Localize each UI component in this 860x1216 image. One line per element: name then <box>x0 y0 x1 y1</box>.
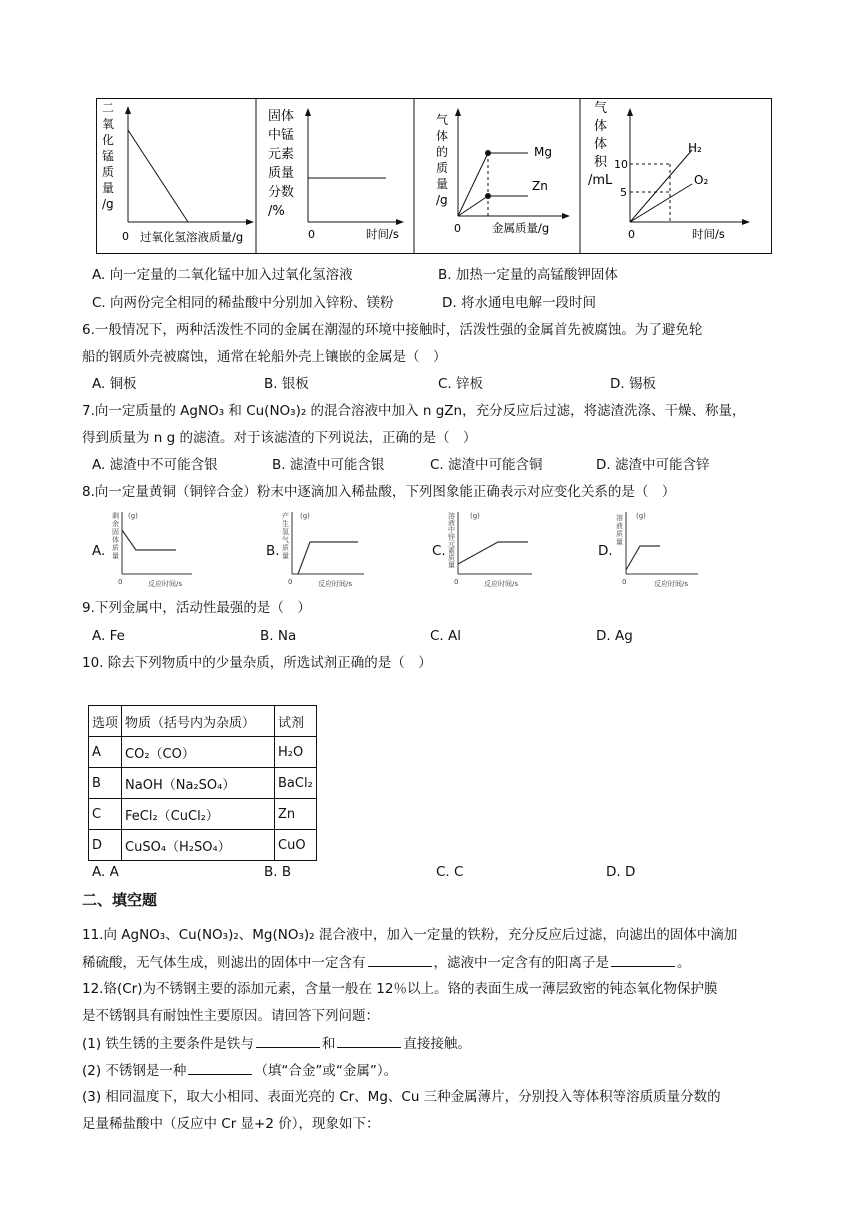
q6-option-b: B. 银板 <box>264 376 309 392</box>
q8a-origin: 0 <box>118 578 123 586</box>
panel1-origin: 0 <box>122 230 129 243</box>
q12-part1-text-c: 直接接触。 <box>403 1036 471 1052</box>
q8c-origin: 0 <box>454 578 459 586</box>
q12-stem-line1: 12.铬(Cr)为不锈钢主要的添加元素，含量一般在 12％以上。铬的表面生成一薄层致密的钝态氧化物保护膜 <box>82 981 718 997</box>
q8a-ylabel: 剩余固体质量 <box>112 512 119 560</box>
table-row <box>89 737 317 768</box>
q8a-series-line <box>122 530 176 550</box>
table-cell: FeCl₂（CuCl₂） <box>122 799 275 830</box>
q6-option-d: D. 锡板 <box>610 376 656 392</box>
top-charts-strip <box>96 98 772 254</box>
q10-option-d: D. D <box>606 864 636 880</box>
q8-chart-c <box>448 511 532 588</box>
q8-charts <box>108 508 708 590</box>
panel3-series-zn: Zn <box>532 179 548 193</box>
table-cell: CuO <box>275 830 317 861</box>
q7-option-a: A. 滤渣中不可能含银 <box>92 457 218 473</box>
table-cell: H₂O <box>275 737 317 768</box>
q7-option-d: D. 滤渣中可能含锌 <box>596 457 710 473</box>
q8-chart-b <box>282 511 364 588</box>
table-cell: D <box>89 830 122 861</box>
q9-option-b: B. Na <box>260 628 297 644</box>
q8-chart-d <box>616 512 698 588</box>
q6-stem-line1: 6.一般情况下，两种活泼性不同的金属在潮湿的环境中接触时，活泼性强的金属首先被腐蚀。为了避免轮 <box>82 322 703 338</box>
q8a-xlabel: 反应时间/s <box>148 580 183 588</box>
q11-text-part1: 稀硫酸，无气体生成，则滤出的固体中一定含有 <box>82 955 366 971</box>
q8-label-a: A. <box>92 543 106 559</box>
q8d-origin: 0 <box>622 578 627 586</box>
q12-part1-text-a: (1) 铁生锈的主要条件是铁与 <box>82 1036 254 1052</box>
q12-part2-text-a: (2) 不锈钢是一种 <box>82 1063 187 1079</box>
answer-blank[interactable] <box>368 952 432 967</box>
q5-option-a: A. 向一定量的二氧化锰中加入过氧化氢溶液 <box>92 267 353 283</box>
q8d-ylabel: 溶液质量 <box>616 514 623 546</box>
answer-blank[interactable] <box>337 1033 401 1048</box>
q6-option-a: A. 铜板 <box>92 376 137 392</box>
panel1-ylabel: 二氧化锰质量/g <box>102 101 115 211</box>
q8b-ylabel: 产生氢气质量 <box>282 512 289 560</box>
table-cell: CO₂（CO） <box>122 737 275 768</box>
panel2-ylabel: 固体中锰元素质量分数/% <box>268 109 295 219</box>
q8b-xlabel: 反应时间/s <box>318 580 353 588</box>
q10-stem: 10. 除去下列物质中的少量杂质，所选试剂正确的是（ ） <box>82 655 432 671</box>
q9-option-a: A. Fe <box>92 628 125 644</box>
panel4-xlabel: 时间/s <box>692 227 725 241</box>
q8c-series-line <box>458 542 528 564</box>
table-header-cell: 物质（括号内为杂质） <box>122 706 275 737</box>
panel3-series-mg: Mg <box>534 145 552 159</box>
q7-option-b: B. 滤渣中可能含银 <box>272 457 385 473</box>
q7-option-c: C. 滤渣中可能含铜 <box>430 457 543 473</box>
q11-text-part3: 。 <box>677 955 691 971</box>
table-cell: A <box>89 737 122 768</box>
q8d-series-line <box>626 546 660 570</box>
q12-part1 <box>82 1033 471 1054</box>
q8b-series-line <box>298 542 358 574</box>
q8a-unit: (g) <box>128 512 138 520</box>
q11-stem-line1: 11.向 AgNO₃、Cu(NO₃)₂、Mg(NO₃)₂ 混合液中，加入一定量的铁粉，充分反应后过滤，向滤出的固体中滴加 <box>82 927 738 943</box>
answer-blank[interactable] <box>611 952 675 967</box>
answer-blank[interactable] <box>256 1033 320 1048</box>
q10-reagent-table <box>88 705 317 861</box>
table-row <box>89 799 317 830</box>
q8-chart-a <box>112 511 192 588</box>
q8-label-d: D. <box>598 543 613 559</box>
table-header-cell: 试剂 <box>275 706 317 737</box>
answer-blank[interactable] <box>188 1060 252 1075</box>
q8c-xlabel: 反应时间/s <box>484 580 519 588</box>
panel1-series-line <box>128 130 188 222</box>
q12-part2-text-b: （填“合金”或“金属”）。 <box>254 1063 398 1079</box>
q8-label-b: B. <box>266 543 280 559</box>
q11-text-part2: ，滤液中一定含有的阳离子是 <box>433 955 609 971</box>
panel3-origin: 0 <box>454 222 461 235</box>
q8b-origin: 0 <box>288 578 293 586</box>
q12-part1-text-b: 和 <box>321 1036 336 1052</box>
table-row <box>89 830 317 861</box>
table-cell: CuSO₄（H₂SO₄） <box>122 830 275 861</box>
q8-stem: 8.向一定量黄铜（铜锌合金）粉末中逐滴加入稀盐酸，下列图象能正确表示对应变化关系的是（ ） <box>82 484 676 500</box>
q8d-xlabel: 反应时间/s <box>654 580 689 588</box>
q5-option-c: C. 向两份完全相同的稀盐酸中分别加入锌粉、镁粉 <box>92 295 394 311</box>
table-cell: B <box>89 768 122 799</box>
q10-option-c: C. C <box>436 864 464 880</box>
table-cell: NaOH（Na₂SO₄） <box>122 768 275 799</box>
panel2-origin: 0 <box>308 228 315 241</box>
q5-option-b: B. 加热一定量的高锰酸钾固体 <box>438 267 618 283</box>
q9-option-c: C. Al <box>430 628 461 644</box>
panel4-origin: 0 <box>628 228 635 241</box>
q6-option-c: C. 锌板 <box>438 376 484 392</box>
q10-option-b: B. B <box>264 864 292 880</box>
q9-stem: 9.下列金属中，活动性最强的是（ ） <box>82 600 311 616</box>
panel1-xlabel: 过氧化氢溶液质量/g <box>140 230 244 244</box>
q7-stem-line2: 得到质量为 n g 的滤渣。对于该滤渣的下列说法，正确的是（ ） <box>82 430 477 446</box>
q10-option-a: A. A <box>92 864 119 880</box>
q9-option-d: D. Ag <box>596 628 633 644</box>
section-title-fill-blank: 二、填空题 <box>82 891 158 909</box>
q5-option-d: D. 将水通电电解一段时间 <box>442 295 596 311</box>
table-cell: C <box>89 799 122 830</box>
q12-part3-line1: (3) 相同温度下，取大小相同、表面光亮的 Cr、Mg、Cu 三种金属薄片，分别投入等体积等溶质质量分数的 <box>82 1089 721 1105</box>
table-header-row <box>89 706 317 737</box>
panel4-tick-10: 10 <box>614 158 628 171</box>
panel2-xlabel: 时间/s <box>366 227 399 241</box>
q8b-unit: (g) <box>300 512 310 520</box>
table-cell: BaCl₂ <box>275 768 317 799</box>
table-row <box>89 768 317 799</box>
q12-stem-line2: 是不锈钢具有耐蚀性主要原因。请回答下列问题： <box>82 1008 379 1024</box>
q6-stem-line2: 船的钢质外壳被腐蚀，通常在轮船外壳上镶嵌的金属是（ ） <box>82 349 447 365</box>
chart-panel-3 <box>436 108 570 235</box>
q8c-unit: (g) <box>470 512 480 520</box>
panel3-xlabel: 金属质量/g <box>492 221 550 235</box>
q12-part2 <box>82 1060 397 1081</box>
q8-label-c: C. <box>432 543 446 559</box>
panel3-ylabel: 气体的质量/g <box>436 113 449 207</box>
table-header-cell: 选项 <box>89 706 122 737</box>
table-cell: Zn <box>275 799 317 830</box>
q8d-unit: (g) <box>636 512 646 520</box>
panel4-ylabel: 气体体积/mL <box>588 101 613 188</box>
panel4-series-h2: H₂ <box>688 141 702 155</box>
q7-stem-line1: 7.向一定质量的 AgNO₃ 和 Cu(NO₃)₂ 的混合溶液中加入 n gZn，充分反应后过滤，将滤渣洗涤、干燥、称量， <box>82 403 746 419</box>
panel4-series-o2: O₂ <box>694 173 709 187</box>
q8c-ylabel: 溶液中锌元素质量 <box>448 512 455 569</box>
q11-stem-line2 <box>82 952 691 973</box>
panel4-tick-5: 5 <box>620 186 627 199</box>
chart-panel-1 <box>102 101 254 244</box>
q12-part3-line2: 足量稀盐酸中（反应中 Cr 显+2 价），现象如下： <box>82 1116 380 1132</box>
chart-panel-2 <box>268 108 404 241</box>
chart-panel-4 <box>588 101 750 241</box>
